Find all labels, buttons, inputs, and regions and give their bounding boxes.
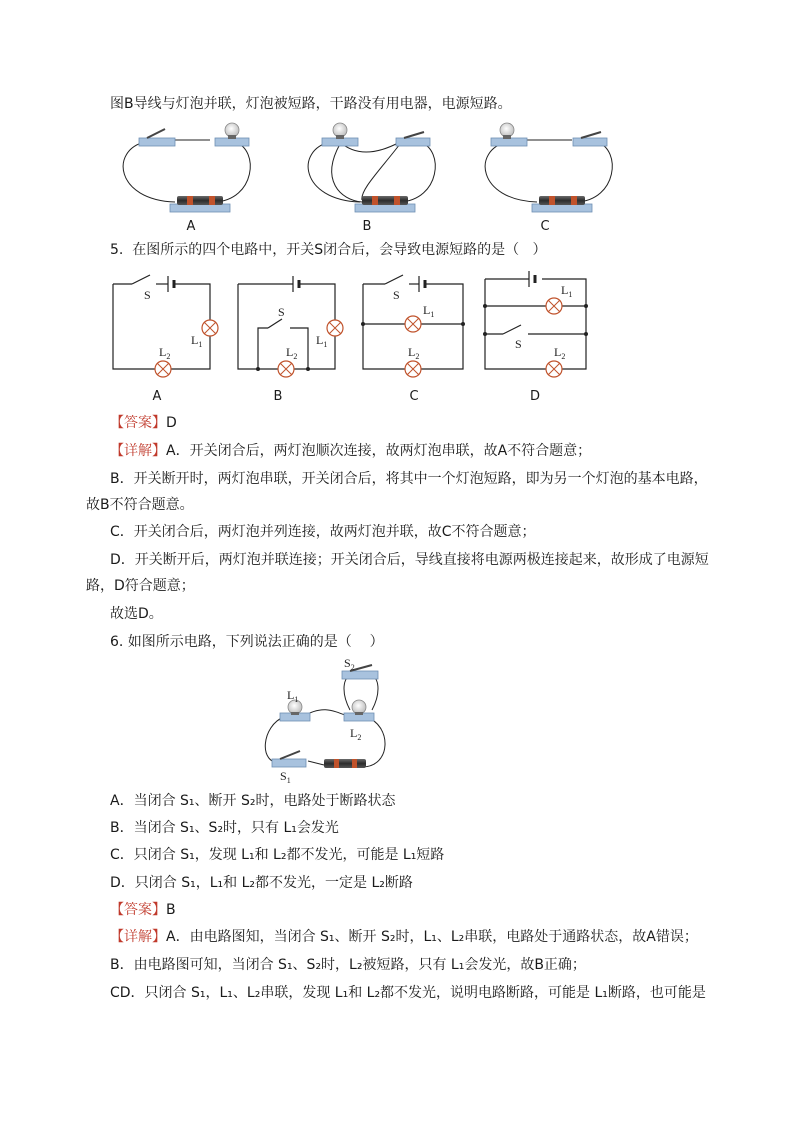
q5-detail-6: 路，D符合题意； <box>86 578 195 594</box>
circuit-c-physical <box>485 123 612 212</box>
q5-stem: 5. 在图所示的四个电路中，开关S闭合后，会导致电源短路的是（ ） <box>110 242 547 258</box>
fig-top-caption-b: B <box>362 219 372 234</box>
q6-option-c: C．只闭合 S₁，发现 L₁和 L₂都不发光，可能是 L₁短路 <box>110 847 445 863</box>
label-l2-b: $L_2$ <box>286 345 298 361</box>
q5-detail-4: C．开关闭合后，两灯泡并列连接，故两灯泡并联，故C不符合题意； <box>110 524 536 540</box>
q5-detail-5: D．开关断开后，两灯泡并联连接；开关闭合后，导线直接将电源两极连接起来，故形成了电源短 <box>110 552 709 568</box>
q6-label-l2: $L_2$ <box>350 726 362 742</box>
q6-detail-3: CD．只闭合 S₁，L₁、L₂串联，发现 L₁和 L₂都不发光，说明电路断路，可能是 L₁断路，也可能是 <box>110 985 706 1001</box>
q5-detail-7: 故选D。 <box>110 606 163 622</box>
circuit-b-physical <box>308 123 435 212</box>
detail-tag: 【详解】 <box>110 443 166 459</box>
q6-option-d: D．只闭合 S₁，L₁和 L₂都不发光，一定是 L₂断路 <box>110 875 413 891</box>
label-s-d: S <box>515 337 522 351</box>
label-l2-c: $L_2$ <box>408 345 420 361</box>
q5-detail-1: 【详解】A．开关闭合后，两灯泡顺次连接，故两灯泡串联，故A不符合题意； <box>110 443 592 459</box>
label-s-b: S <box>278 305 285 319</box>
label-l2-a: $L_2$ <box>159 345 171 361</box>
answer-value: D <box>166 415 177 431</box>
circuit-a-physical <box>123 123 250 212</box>
q5-caption-c: C <box>409 389 419 404</box>
q6-detail-1: 【详解】A．由电路图知，当闭合 S₁、断开 S₂时，L₁、L₂串联，电路处于通路状态，故A错误； <box>110 929 698 945</box>
q5-caption-b: B <box>273 389 283 404</box>
q6-label-s1: $S_1$ <box>280 769 291 785</box>
q5-detail-3: 故B不符合题意。 <box>86 497 194 513</box>
q5-detail-2: B．开关断开时，两灯泡串联，开关闭合后，将其中一个灯泡短路，即为另一个灯泡的基本电路， <box>110 471 708 487</box>
intro-text: 图B导线与灯泡并联，灯泡被短路，干路没有用电器，电源短路。 <box>110 96 512 112</box>
label-s-c: S <box>393 288 400 302</box>
q6-detail-2: B．由电路图可知，当闭合 S₁、S₂时，L₂被短路，只有 L₁会发光，故B正确； <box>110 957 586 973</box>
q5-answer <box>110 413 177 433</box>
q6-label-s2: $S_2$ <box>344 656 355 672</box>
label-l1-b: $L_1$ <box>316 333 328 349</box>
label-l1-a: $L_1$ <box>191 333 203 349</box>
q5-caption-a: A <box>152 389 162 404</box>
label-l1-c: $L_1$ <box>423 303 435 319</box>
q6-label-l1: $L_1$ <box>287 688 299 704</box>
label-l2-d: $L_2$ <box>554 345 566 361</box>
q6-answer <box>110 900 176 920</box>
answer-value: B <box>166 902 176 918</box>
label-l1-d: $L_1$ <box>561 283 573 299</box>
fig-top-caption-a: A <box>186 219 196 234</box>
answer-tag: 【答案】 <box>110 415 166 431</box>
physical-circuits-figure <box>115 120 615 216</box>
schematic-circuits-figure <box>108 266 598 386</box>
answer-tag: 【答案】 <box>110 902 166 918</box>
q6-stem: 6. 如图所示电路，下列说法正确的是（ ） <box>110 634 384 650</box>
q5-caption-d: D <box>529 389 540 404</box>
q6-circuit-figure <box>262 655 402 785</box>
label-s-a: S <box>144 288 151 302</box>
fig-top-caption-c: C <box>540 219 550 234</box>
detail-tag: 【详解】 <box>110 929 166 945</box>
q6-option-b: B．当闭合 S₁、S₂时，只有 L₁会发光 <box>110 820 339 836</box>
q6-option-a: A．当闭合 S₁、断开 S₂时，电路处于断路状态 <box>110 793 396 809</box>
